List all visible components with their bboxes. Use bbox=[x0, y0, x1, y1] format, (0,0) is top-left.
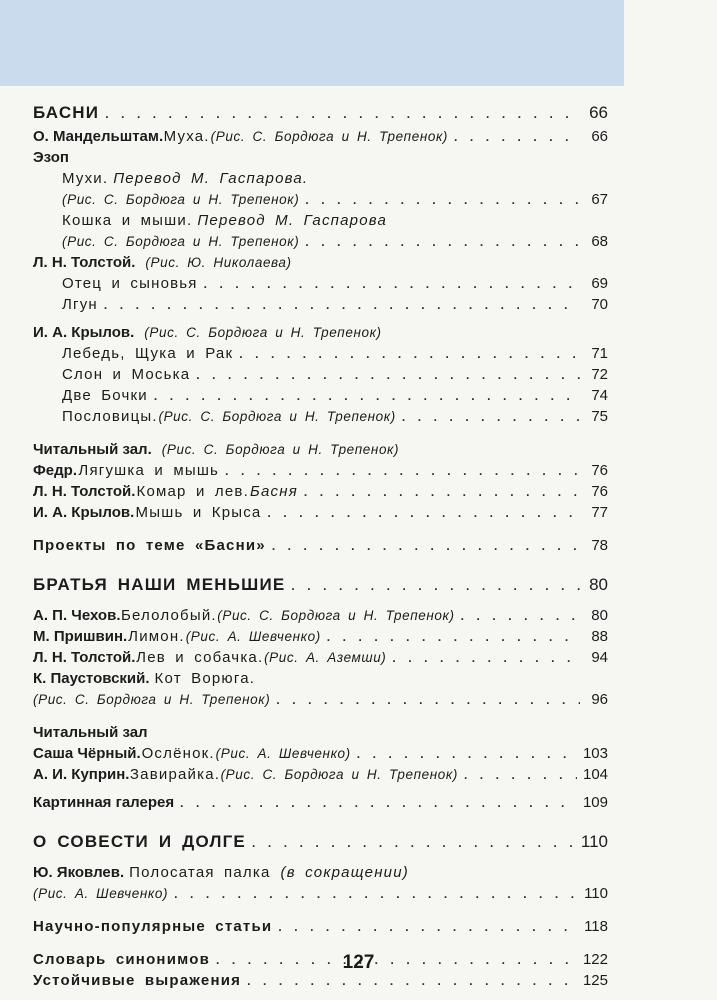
dot-leader bbox=[454, 127, 580, 148]
toc-section-sovest[interactable] bbox=[33, 829, 608, 855]
toc-entry-mukhi-ill[interactable] bbox=[33, 189, 608, 210]
subsection-title: Устойчивые выражения bbox=[33, 972, 242, 989]
page-ref: 68 bbox=[591, 233, 608, 250]
dot-leader bbox=[357, 744, 577, 765]
page-ref: 66 bbox=[591, 128, 608, 145]
page-ref: 125 bbox=[582, 972, 608, 989]
page-ref: 103 bbox=[582, 745, 608, 762]
work-title: Полосатая палка bbox=[129, 864, 271, 881]
author-name: Саша Чёрный. bbox=[33, 745, 141, 762]
translation-credit: Перевод М. Гаспарова bbox=[197, 212, 387, 229]
illustrator-credit: (Рис. С. Бордюга и Н. Трепенок) bbox=[62, 234, 300, 249]
work-title: Комар и лев. bbox=[136, 483, 249, 500]
page-ref: 75 bbox=[591, 408, 608, 425]
author-name: Ю. Яковлев. bbox=[33, 864, 125, 881]
page-ref: 94 bbox=[591, 649, 609, 666]
author-name: О. Мандельштам. bbox=[33, 128, 164, 145]
work-title: Мышь и Крыса bbox=[135, 504, 262, 521]
toc-entry-fedr[interactable] bbox=[33, 460, 608, 481]
work-title: Кошка и мыши. bbox=[62, 212, 193, 229]
work-title: Отец и сыновья bbox=[62, 275, 198, 292]
toc-entry-paustovsky-ill[interactable] bbox=[33, 689, 608, 710]
dot-leader bbox=[239, 344, 580, 365]
dot-leader bbox=[174, 884, 578, 905]
dot-leader bbox=[276, 690, 580, 711]
work-title: Завирайка. bbox=[129, 766, 221, 783]
work-title: Лев и собачка. bbox=[136, 649, 264, 666]
toc-entry-slon[interactable] bbox=[33, 364, 608, 385]
illustrator-credit: (Рис. С. Бордюга и Н. Трепенок) bbox=[161, 442, 400, 457]
work-title: Лягушка и мышь bbox=[78, 462, 220, 479]
page-ref: 76 bbox=[591, 483, 608, 500]
illustrator-credit: (Рис. С. Бордюга и Н. Трепенок) bbox=[158, 409, 396, 424]
page-ref: 80 bbox=[589, 575, 608, 594]
illustrator-credit: (Рис. А. Шевченко) bbox=[33, 886, 169, 901]
author-name: Л. Н. Толстой. bbox=[33, 254, 136, 271]
dot-leader bbox=[196, 365, 580, 386]
work-title: Мухи. bbox=[62, 170, 109, 187]
toc-author-krylov bbox=[33, 322, 608, 343]
dot-leader bbox=[464, 765, 577, 786]
toc-entry-tolstoy-komar[interactable] bbox=[33, 481, 608, 502]
page-ref: 109 bbox=[582, 794, 608, 811]
illustrator-credit: (Рис. С. Бордюга и Н. Трепенок) bbox=[220, 767, 458, 782]
author-name: И. А. Крылов. bbox=[33, 504, 135, 521]
page-ref: 71 bbox=[591, 345, 608, 362]
toc-entry-kuprin[interactable] bbox=[33, 764, 608, 785]
page-ref: 88 bbox=[591, 628, 608, 645]
author-name: К. Паустовский. bbox=[33, 670, 150, 687]
author-name: М. Пришвин. bbox=[33, 628, 128, 645]
toc-section-bratya[interactable] bbox=[33, 572, 608, 598]
page-ref: 110 bbox=[584, 885, 608, 902]
toc-author-tolstoy bbox=[33, 252, 608, 273]
toc-section-basni[interactable] bbox=[33, 100, 608, 126]
toc-entry-koshka-ill[interactable] bbox=[33, 231, 608, 252]
genre-label: Басня bbox=[250, 483, 298, 500]
work-title: Муха. bbox=[163, 128, 210, 145]
illustrator-credit: (Рис. Ю. Николаева) bbox=[145, 255, 292, 270]
work-title: Лебедь, Щука и Рак bbox=[62, 345, 234, 362]
toc-chitalny-zal-1[interactable] bbox=[33, 439, 608, 460]
subsection-title: Проекты по теме «Басни» bbox=[33, 537, 266, 554]
toc-author-ezop bbox=[33, 147, 608, 168]
dot-leader bbox=[105, 101, 580, 127]
toc-entry-mandelshtam[interactable] bbox=[33, 126, 608, 147]
page-ref: 104 bbox=[582, 766, 609, 783]
toc-nauchno-populyarnye[interactable] bbox=[33, 916, 608, 937]
page-ref: 74 bbox=[591, 387, 608, 404]
page-ref: 122 bbox=[582, 951, 608, 968]
dot-leader bbox=[402, 407, 580, 428]
toc-entry-lgun[interactable] bbox=[33, 294, 608, 315]
toc-entry-mukhi[interactable] bbox=[33, 168, 608, 189]
page-ref: 70 bbox=[591, 296, 608, 313]
page-ref: 96 bbox=[591, 691, 608, 708]
page-number: 127 bbox=[342, 952, 375, 973]
page-ref: 69 bbox=[591, 275, 608, 292]
work-title: Слон и Моська bbox=[62, 366, 191, 383]
work-title: Кот Ворюга. bbox=[154, 670, 256, 687]
illustrator-credit: (Рис. А. Шевченко) bbox=[185, 629, 321, 644]
toc-kartinnaya-galereya[interactable] bbox=[33, 792, 608, 813]
illustrator-credit: (Рис. С. Бордюга и Н. Трепенок) bbox=[33, 692, 271, 707]
work-title: Белолобый. bbox=[120, 607, 217, 624]
dot-leader bbox=[305, 190, 580, 211]
page-ref: 66 bbox=[589, 103, 608, 122]
toc-proekty[interactable] bbox=[33, 535, 608, 556]
work-title: Ослёнок. bbox=[141, 745, 215, 762]
illustrator-credit: (Рис. А. Шевченко) bbox=[215, 746, 351, 761]
dot-leader bbox=[278, 917, 578, 938]
dot-leader bbox=[225, 461, 580, 482]
abridged-note: (в сокращении) bbox=[280, 864, 409, 881]
dot-leader bbox=[204, 274, 580, 295]
page-ref: 67 bbox=[591, 191, 608, 208]
illustrator-credit: (Рис. А. Аземши) bbox=[264, 650, 387, 665]
toc-entry-paustovsky[interactable] bbox=[33, 668, 608, 689]
dot-leader bbox=[461, 606, 580, 627]
toc-entry-krylov-mysh[interactable] bbox=[33, 502, 608, 523]
dot-leader bbox=[305, 232, 580, 253]
subsection-title: Научно-популярные статьи bbox=[33, 918, 273, 935]
work-title: Лгун bbox=[62, 296, 98, 313]
section-title: БРАТЬЯ НАШИ МЕНЬШИЕ bbox=[33, 575, 286, 594]
dot-leader bbox=[304, 482, 580, 503]
toc-entry-cherny[interactable] bbox=[33, 743, 608, 764]
page-ref: 118 bbox=[584, 918, 608, 935]
dot-leader bbox=[247, 971, 577, 992]
subsection-title: Читальный зал. bbox=[33, 441, 152, 458]
dot-leader bbox=[180, 793, 577, 814]
dot-leader bbox=[154, 386, 580, 407]
work-title: Лимон. bbox=[128, 628, 185, 645]
table-of-contents bbox=[33, 100, 608, 991]
dot-leader bbox=[392, 648, 580, 669]
toc-entry-yakovlev-ill[interactable] bbox=[33, 883, 608, 904]
toc-entry-bochki[interactable] bbox=[33, 385, 608, 406]
dot-leader bbox=[252, 830, 575, 856]
toc-entry-koshka[interactable] bbox=[33, 210, 608, 231]
page-ref: 80 bbox=[591, 607, 608, 624]
author-name: Федр. bbox=[33, 462, 77, 479]
work-title: Пословицы. bbox=[62, 408, 158, 425]
page-ref: 110 bbox=[580, 832, 608, 851]
dot-leader bbox=[291, 573, 580, 599]
page-ref: 76 bbox=[591, 462, 608, 479]
author-name: А. П. Чехов. bbox=[33, 607, 121, 624]
dot-leader bbox=[267, 503, 580, 524]
toc-entry-poslovitsy[interactable] bbox=[33, 406, 608, 427]
toc-entry-prishvin[interactable] bbox=[33, 626, 608, 647]
subsection-title: Словарь синонимов bbox=[33, 951, 210, 968]
author-name: А. И. Куприн. bbox=[33, 766, 130, 783]
translation-credit: Перевод М. Гаспарова. bbox=[113, 170, 309, 187]
page-ref: 72 bbox=[591, 366, 608, 383]
toc-entry-yakovlev[interactable] bbox=[33, 862, 608, 883]
toc-entry-lebed[interactable] bbox=[33, 343, 608, 364]
toc-entry-tolstoy-lev[interactable] bbox=[33, 647, 608, 668]
toc-chitalny-zal-2[interactable] bbox=[33, 722, 608, 743]
author-name: Эзоп bbox=[33, 149, 69, 166]
section-title: БАСНИ bbox=[33, 103, 100, 122]
subsection-title: Читальный зал bbox=[33, 724, 148, 741]
dot-leader bbox=[327, 627, 580, 648]
section-title: О СОВЕСТИ И ДОЛГЕ bbox=[33, 832, 246, 851]
author-name: Л. Н. Толстой. bbox=[33, 649, 136, 666]
dot-leader bbox=[272, 536, 580, 557]
header-color-band bbox=[0, 0, 624, 86]
page-ref: 78 bbox=[591, 537, 608, 554]
page-ref: 77 bbox=[591, 504, 608, 521]
dot-leader bbox=[104, 295, 580, 316]
toc-entry-otets[interactable] bbox=[33, 273, 608, 294]
author-name: Л. Н. Толстой. bbox=[33, 483, 136, 500]
toc-entry-chekhov[interactable] bbox=[33, 605, 608, 626]
author-name: И. А. Крылов. bbox=[33, 324, 135, 341]
subsection-title: Картинная галерея bbox=[33, 794, 175, 811]
illustrator-credit: (Рис. С. Бордюга и Н. Трепенок) bbox=[217, 608, 455, 623]
work-title: Две Бочки bbox=[62, 387, 148, 404]
illustrator-credit: (Рис. С. Бордюга и Н. Трепенок) bbox=[144, 325, 382, 340]
illustrator-credit: (Рис. С. Бордюга и Н. Трепенок) bbox=[62, 192, 300, 207]
illustrator-credit: (Рис. С. Бордюга и Н. Трепенок) bbox=[210, 129, 449, 144]
